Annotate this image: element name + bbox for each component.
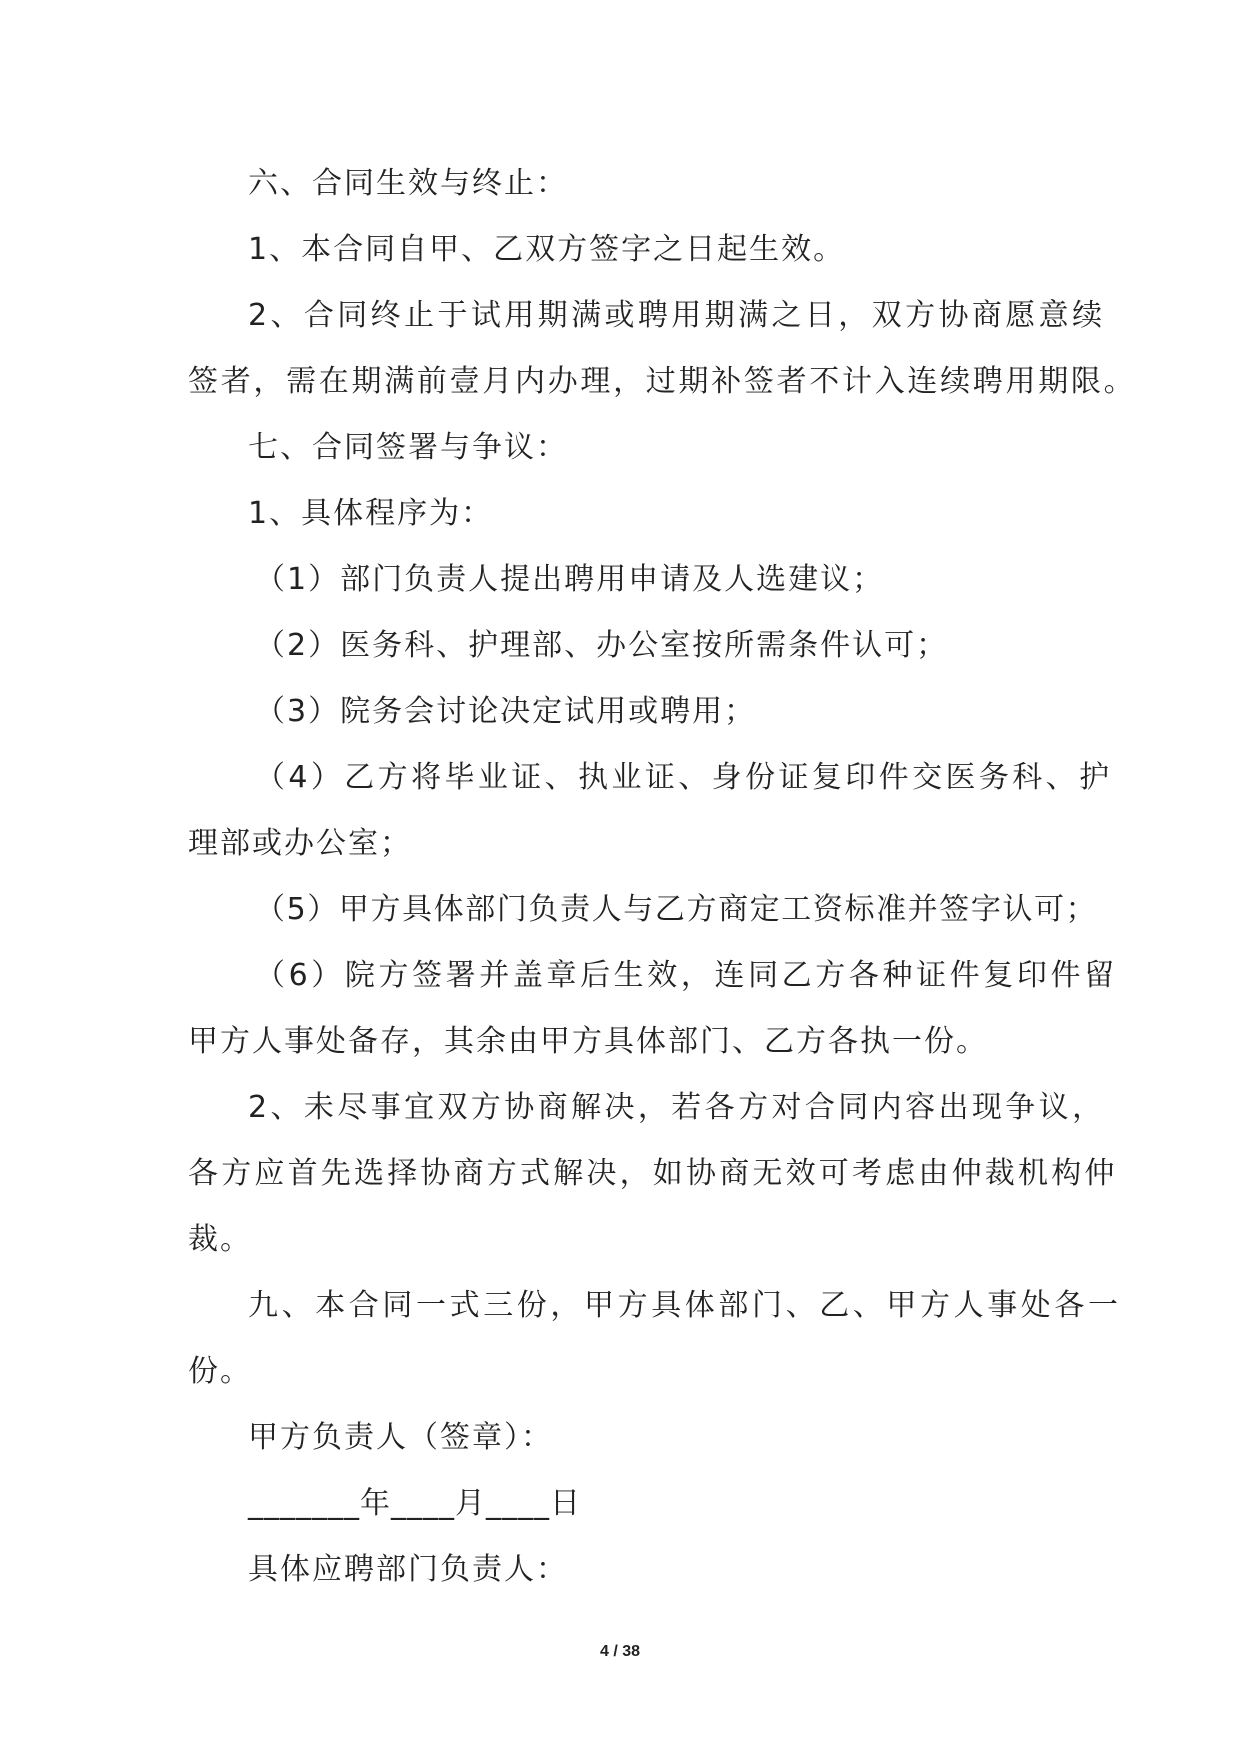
- list-item: （5）甲方具体部门负责人与乙方商定工资标准并签字认可；: [255, 892, 1098, 927]
- paragraph-line: 2、合同终止于试用期满或聘用期满之日，双方协商愿意续: [248, 298, 1106, 333]
- list-item: （6）院方签署并盖章后生效，连同乙方各种证件复印件留: [255, 958, 1118, 993]
- section-heading-copies: 九、本合同一式三份，甲方具体部门、乙、甲方人事处各一: [248, 1288, 1122, 1323]
- page-number: 4 / 38: [599, 1643, 641, 1660]
- paragraph-line: 1、具体程序为：: [248, 496, 494, 531]
- list-item: （4）乙方将毕业证、执业证、身份证复印件交医务科、护: [255, 760, 1113, 795]
- section-heading-effect-termination: 六、合同生效与终止：: [248, 166, 568, 201]
- list-item-continuation: 甲方人事处备存，其余由甲方具体部门、乙方各执一份。: [188, 1024, 988, 1059]
- list-item: （1）部门负责人提出聘用申请及人选建议；: [255, 562, 885, 597]
- paragraph-line: 裁。: [188, 1222, 252, 1257]
- paragraph-line: 2、未尽事宜双方协商解决，若各方对合同内容出现争议，: [248, 1090, 1106, 1125]
- paragraph-line: 份。: [188, 1354, 252, 1389]
- signature-label-department-head: 具体应聘部门负责人：: [248, 1552, 568, 1587]
- list-item-continuation: 理部或办公室；: [188, 826, 412, 861]
- signature-label-party-a: 甲方负责人（签章）：: [248, 1420, 553, 1455]
- list-item: （3）院务会讨论决定试用或聘用；: [255, 694, 757, 729]
- section-heading-signing-disputes: 七、合同签署与争议：: [248, 430, 568, 465]
- paragraph-line: 1、本合同自甲、乙双方签字之日起生效。: [248, 232, 846, 267]
- list-item: （2）医务科、护理部、办公室按所需条件认可；: [255, 628, 949, 663]
- paragraph-line: 签者，需在期满前壹月内办理，过期补签者不计入连续聘用期限。: [188, 364, 1137, 399]
- date-blank-line: _______年____月____日: [248, 1486, 581, 1521]
- paragraph-line: 各方应首先选择协商方式解决，如协商无效可考虑由仲裁机构仲: [188, 1156, 1118, 1191]
